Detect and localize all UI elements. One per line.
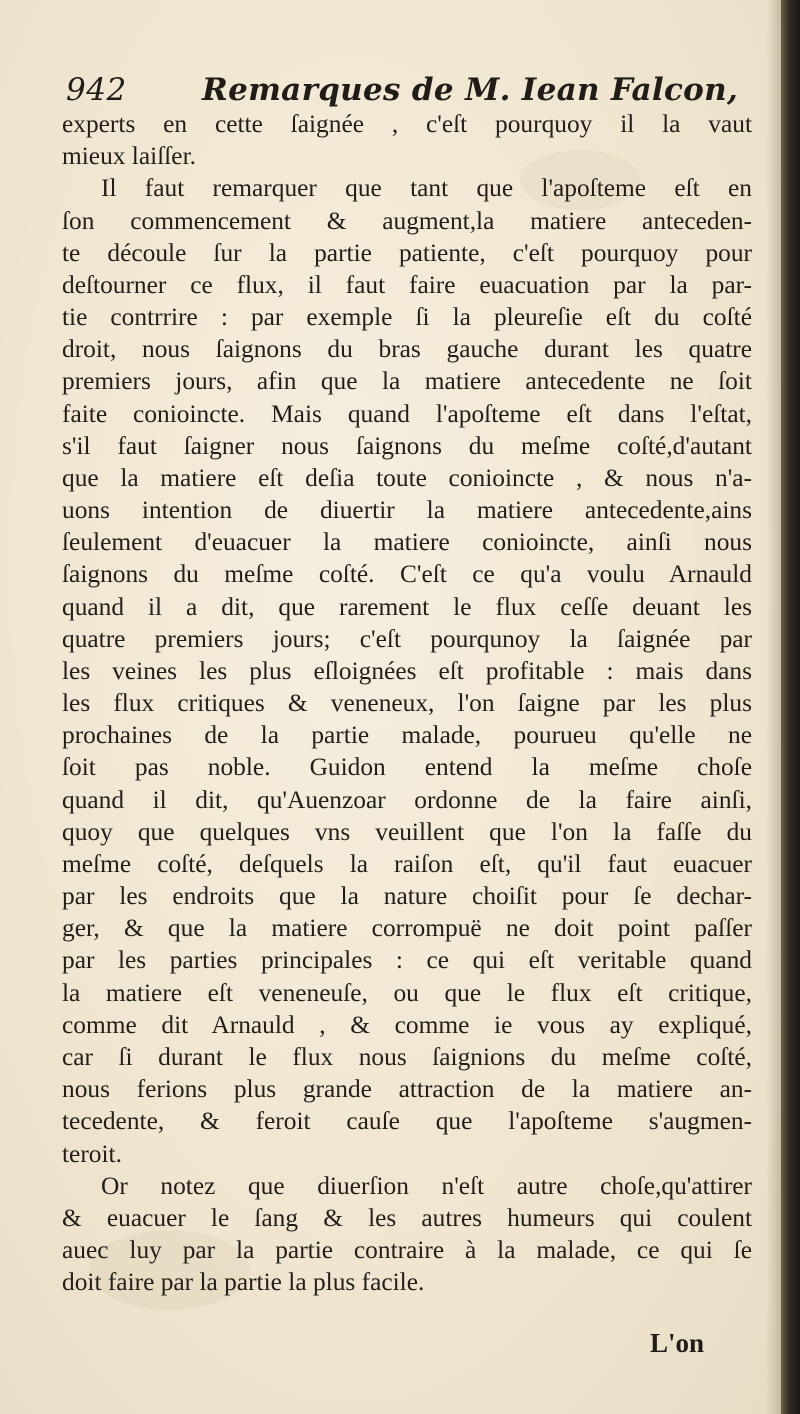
running-head: Remarques de M. Iean Falcon, — [202, 72, 739, 108]
text-line: teroit. — [62, 1139, 122, 1168]
text-line: tecedente, & feroit cauſe que l'apoſteme s'augmen- — [62, 1107, 752, 1136]
text-line: ſoit pas noble. Guidon entend la meſme choſe — [62, 753, 752, 782]
text-line: nous ferions plus grande attraction de la matiere an- — [62, 1075, 752, 1104]
text-line: comme dit Arnauld , & comme ie vous ay expliqué, — [62, 1010, 752, 1039]
text-line: deſtourner ce flux, il faut faire euacuation par la par- — [62, 270, 752, 299]
text-line: s'il faut ſaigner nous ſaignons du meſme coſté,d'autant — [62, 431, 752, 460]
text-line: quoy que quelques vns veuillent que l'on la faſſe du — [62, 817, 752, 846]
catchword: L'on — [650, 1328, 705, 1358]
text-line: auec luy par la partie contraire à la malade, ce qui ſe — [62, 1236, 752, 1265]
text-line: ger, & que la matiere corrompuë ne doit point paſſer — [62, 914, 752, 943]
book-spine — [781, 0, 800, 1414]
text-line: par les parties principales : ce qui eſt veritable quand — [62, 946, 752, 975]
text-line: que la matiere eſt deſia toute conioincte , & nous n'a- — [62, 463, 752, 492]
text-line: par les endroits que la nature choiſit pour ſe dechar- — [62, 882, 752, 911]
text-line: les veines les plus eſloignées eſt profitable : mais dans — [62, 656, 752, 685]
text-line: la matiere eſt veneneuſe, ou que le flux eſt critique, — [62, 978, 752, 1007]
paragraph-first-line: Or notez que diuerſion n'eſt autre choſe,qu'attirer — [101, 1171, 752, 1200]
text-line: ſaignons du meſme coſté. C'eſt ce qu'a voulu Arnauld — [62, 560, 752, 589]
text-line: quatre premiers jours; c'eſt pourqunoy la ſaignée par — [62, 624, 752, 653]
text-line: ſeulement d'euacuer la matiere conioincte, ainſi nous — [62, 528, 752, 557]
text-line: uons intention de diuertir la matiere antecedente,ains — [62, 496, 752, 525]
gutter-shadow — [766, 0, 781, 1414]
text-line: meſme coſté, deſquels la raiſon eſt, qu'il faut euacuer — [62, 849, 752, 878]
text-line: te découle ſur la partie patiente, c'eſt pourquoy pour — [62, 238, 752, 267]
text-line: prochaines de la partie malade, pourueu qu'elle ne — [62, 721, 752, 750]
text-line: tie contrrire : par exemple ſi la pleureſie eſt du coſté — [62, 303, 752, 332]
text-line: car ſi durant le flux nous ſaignions du meſme coſté, — [62, 1042, 752, 1071]
text-line: premiers jours, afin que la matiere antecedente ne ſoit — [62, 367, 752, 396]
text-line: experts en cette ſaignée , c'eſt pourquoy il la vaut — [62, 110, 752, 138]
text-line: ſon commencement & augment,la matiere anteceden- — [62, 206, 752, 235]
body-text — [62, 108, 752, 1298]
text-line: faite conioincte. Mais quand l'apoſteme eſt dans l'eſtat, — [62, 399, 752, 428]
page-number: 942 — [66, 72, 127, 108]
text-line: quand il dit, qu'Auenzoar ordonne de la faire ainſi, — [62, 785, 752, 814]
text-line: mieux laiſſer. — [62, 142, 196, 171]
text-line: droit, nous ſaignons du bras gauche durant les quatre — [62, 335, 752, 364]
text-line: quand il a dit, que rarement le flux ceſſe deuant les — [62, 592, 752, 621]
paragraph-first-line: Il faut remarquer que tant que l'apoſteme eſt en — [101, 174, 752, 203]
text-line: doit faire par la partie la plus facile. — [62, 1268, 425, 1297]
text-line: les flux critiques & veneneux, l'on ſaigne par les plus — [62, 689, 752, 718]
text-line: & euacuer le ſang & les autres humeurs qui coulent — [62, 1203, 752, 1232]
